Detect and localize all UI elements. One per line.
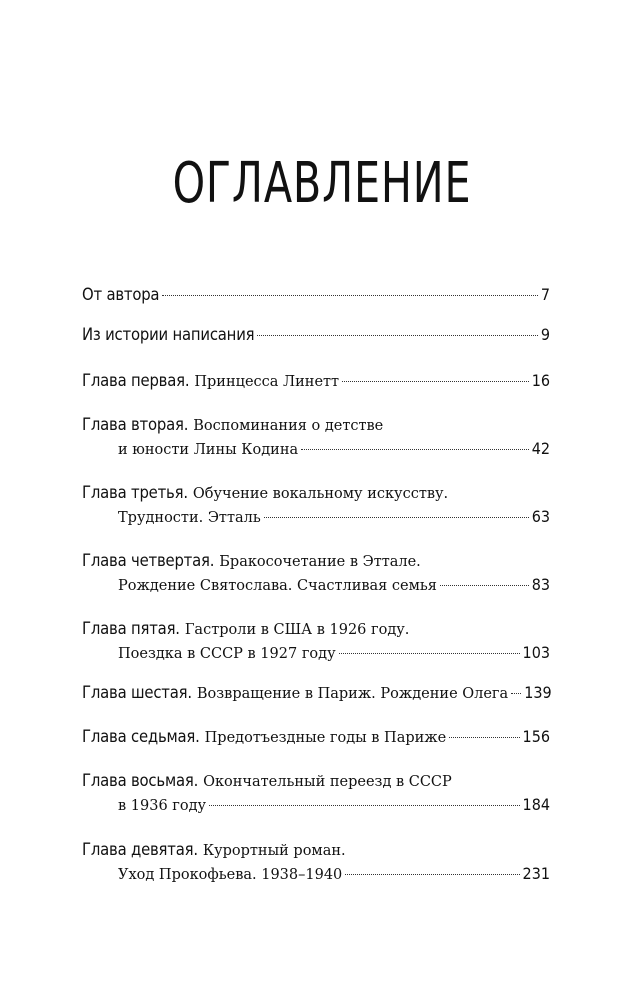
toc-entry-chapter-2[interactable] <box>82 413 550 461</box>
page-title: ОГЛАВЛЕНИЕ <box>172 150 472 216</box>
toc-heading: Глава третья. <box>82 483 188 502</box>
page-number: 83 <box>531 575 550 594</box>
toc-subtitle-cont: в 1936 году <box>118 798 207 814</box>
dot-leader <box>339 653 520 654</box>
page-number: 63 <box>531 507 550 526</box>
dot-leader <box>440 585 529 586</box>
page-number: 103 <box>522 643 550 662</box>
toc-subtitle-cont: Рождение Святослава. Счастливая семья <box>118 578 437 594</box>
page-number: 231 <box>522 864 550 883</box>
toc-entry-chapter-3[interactable] <box>82 481 550 529</box>
toc-subtitle: Возвращение в Париж. Рождение Олега <box>196 686 509 702</box>
toc-entry-chapter-6[interactable] <box>82 681 550 705</box>
toc-heading: От автора <box>82 285 160 304</box>
toc-entry-chapter-8[interactable] <box>82 769 550 817</box>
page-number: 184 <box>522 795 550 814</box>
toc-heading: Глава вторая. <box>82 415 189 434</box>
dot-leader <box>345 874 519 875</box>
toc-subtitle: Гастроли в США в 1926 году. <box>184 622 410 638</box>
toc-subtitle-cont: и юности Лины Кодина <box>118 442 299 458</box>
page-number: 42 <box>531 439 550 458</box>
toc-subtitle-cont: Поездка в СССР в 1927 году <box>118 646 336 662</box>
toc-heading: Глава шестая. <box>82 683 192 702</box>
toc-subtitle: Окончательный переезд в СССР <box>203 774 452 790</box>
page-number: 9 <box>540 325 550 344</box>
toc-entry-chapter-1[interactable] <box>82 369 550 393</box>
toc-entry-author[interactable] <box>82 283 550 307</box>
toc-entry-chapter-5[interactable] <box>82 617 550 665</box>
toc-subtitle: Воспоминания о детстве <box>193 418 384 434</box>
toc-subtitle: Бракосочетание в Эттале. <box>219 554 421 570</box>
toc-subtitle: Предотъездные годы в Париже <box>204 730 447 746</box>
dot-leader <box>301 449 529 450</box>
toc-entry-history[interactable] <box>82 323 550 347</box>
toc-heading: Глава девятая. <box>82 840 198 859</box>
dot-leader <box>342 381 529 382</box>
toc-entry-chapter-4[interactable] <box>82 549 550 597</box>
page-number: 139 <box>524 683 552 702</box>
toc-subtitle: Принцесса Линетт <box>194 374 340 390</box>
toc-heading: Глава восьмая. <box>82 771 199 790</box>
toc-entry-chapter-9[interactable] <box>82 838 550 886</box>
toc-heading: Глава первая. <box>82 371 190 390</box>
toc-subtitle: Курортный роман. <box>202 843 346 859</box>
dot-leader <box>257 335 537 336</box>
toc-subtitle-cont: Трудности. Этталь <box>118 510 261 526</box>
toc-subtitle: Обучение вокальному искусству. <box>192 486 449 502</box>
toc-heading: Глава пятая. <box>82 619 180 638</box>
page-number: 156 <box>522 727 550 746</box>
toc-heading: Из истории написания <box>82 325 255 344</box>
dot-leader <box>209 805 519 806</box>
toc-entry-chapter-7[interactable] <box>82 725 550 749</box>
page-number: 16 <box>531 371 550 390</box>
toc-subtitle-cont: Уход Прокофьева. 1938–1940 <box>118 867 343 883</box>
dot-leader <box>449 737 519 738</box>
page-number: 7 <box>540 285 550 304</box>
toc-heading: Глава седьмая. <box>82 727 200 746</box>
dot-leader <box>264 517 529 518</box>
dot-leader <box>511 693 521 694</box>
toc-heading: Глава четвертая. <box>82 551 215 570</box>
dot-leader <box>162 295 538 296</box>
